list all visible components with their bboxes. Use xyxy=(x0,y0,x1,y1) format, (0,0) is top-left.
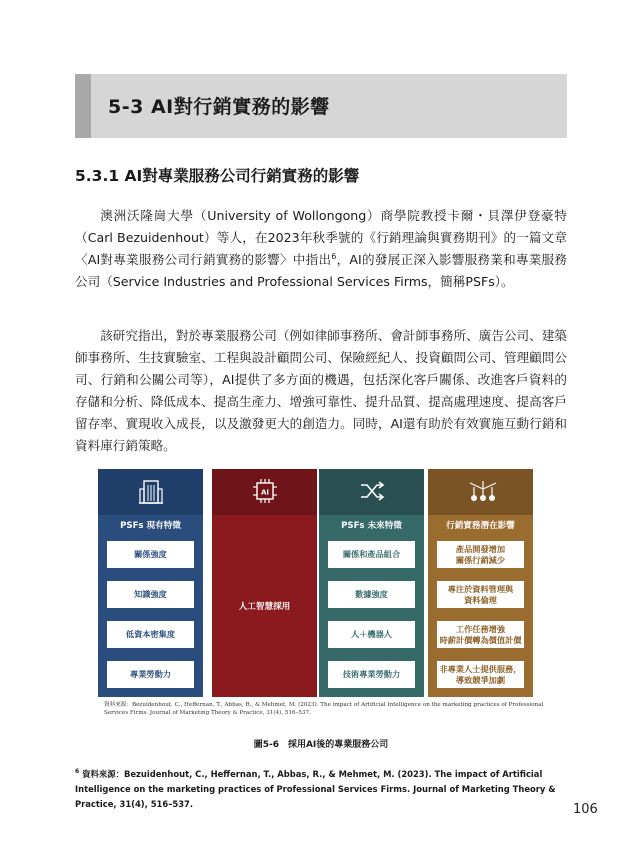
banner-accent-bar xyxy=(75,74,91,138)
shuffle-icon xyxy=(359,477,385,505)
column-ai-adoption xyxy=(212,469,317,697)
subsection-title: 5.3.1 AI對專業服務公司行銷實務的影響 xyxy=(75,167,360,185)
section-title: 5-3 AI對行銷實務的影響 xyxy=(108,96,330,118)
feature-cell: 人＋機器人 xyxy=(328,621,415,648)
footnote xyxy=(75,767,567,812)
paragraph-1 xyxy=(75,205,567,293)
section-heading-banner xyxy=(75,74,567,138)
feature-cell: 數據強度 xyxy=(328,581,415,608)
column-title: 行銷實務潛在影響 xyxy=(446,521,515,531)
impact-cell xyxy=(437,581,524,608)
column-title: PSFs 現有特徵 xyxy=(120,521,181,531)
figure-source-note xyxy=(104,701,544,717)
feature-cell: 知識強度 xyxy=(107,581,194,608)
impact-text: 產品開發增加 關係行銷減少 xyxy=(455,543,506,565)
feature-cell: 專業勞動力 xyxy=(107,661,194,688)
paragraph-1-text-b: ，AI的發展正深入影響服務業和專業服務公司（Service Industries and Professional Services Firms，簡稱PSFs）。 xyxy=(75,252,567,289)
footnote-text: 資料來源：Bezuidenhout, C., Heffernan, T., Abbas, R., & Mehmet, M. (2023). The impact of Artificial Intelligence on the marketing practices of Professional Services Firms. Journal of Marketing Theory & Practice, 31(4), 516–537. xyxy=(75,769,556,809)
feature-cell: 關係和產品組合 xyxy=(328,541,415,568)
column-header xyxy=(98,469,203,515)
column-header xyxy=(428,469,533,515)
feature-cell: 技術專業勞動力 xyxy=(328,661,415,688)
ai-adoption-label: 人工智慧採用 xyxy=(238,602,291,612)
footnote-reference[interactable]: 6 xyxy=(331,251,337,261)
feature-cell: 關係強度 xyxy=(107,541,194,568)
network-icon xyxy=(468,477,498,505)
column-current-features xyxy=(98,469,203,697)
feature-cell: 低資本密集度 xyxy=(107,621,194,648)
figure-psf-ai-framework xyxy=(98,469,546,720)
impact-text: 工作任務增強 時薪計價轉為價值計價 xyxy=(439,623,522,645)
page-number: 106 xyxy=(573,802,598,817)
impact-text: 專注於資料管理與 資料倫理 xyxy=(447,583,514,605)
paragraph-1-text-a: 澳洲沃隆崗大學（University of Wollongong）商學院教授卡爾・貝澤伊登豪特（Carl Bezuidenhout）等人，在2023年秋季號的《行銷理論與實務期刊》的一篇文章〈AI對專業服務公司行銷實務的影響〉中指出 xyxy=(75,208,567,267)
impact-cell xyxy=(437,541,524,568)
impact-text: 非專業人士提供服務， 導致競爭加劇 xyxy=(439,663,522,685)
impact-cell xyxy=(437,621,524,648)
svg-text:AI: AI xyxy=(260,488,270,497)
figure-caption: 圖5-6 採用AI後的專業服務公司 xyxy=(253,740,389,750)
building-icon xyxy=(138,477,164,505)
paragraph-2: 該研究指出，對於專業服務公司（例如律師事務所、會計師事務所、廣告公司、建築師事務所、生技實驗室、工程與設計顧問公司、保險經紀人、投資顧問公司、管理顧問公司、行銷和公關公司等），AI提供了多方面的機遇，包括深化客戶關係、改進客戶資料的存儲和分析、降低成本、提高生產力、增強可靠性、提升品質、提高處理速度、提高客戶留存率、實現收入成長，以及激發更大的創造力。同時，AI還有助於有效實施互動行銷和資料庫行銷策略。 xyxy=(75,328,567,453)
column-future-features xyxy=(319,469,424,697)
ai-chip-icon xyxy=(252,477,278,505)
footnote-marker: 6 xyxy=(75,768,80,776)
column-marketing-impact xyxy=(428,469,533,697)
figure-source-line-2: Services Firms. Journal of Marketing Theory & Practice, 31(4), 516–537. xyxy=(104,710,311,716)
column-title: PSFs 未來特徵 xyxy=(341,521,402,531)
impact-cell xyxy=(437,661,524,688)
figure-source-line-1: 資料來源：Bezuidenhout, C., Heffernan, T., Abbas, R., & Mehmet, M. (2023). The impact of Artificial Intelligence on the marketing practices of Professional xyxy=(104,702,544,708)
column-header xyxy=(319,469,424,515)
column-header xyxy=(212,469,317,515)
